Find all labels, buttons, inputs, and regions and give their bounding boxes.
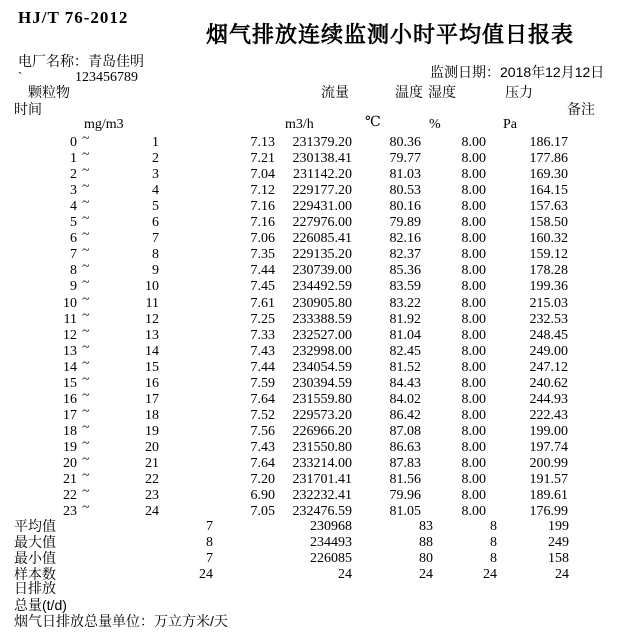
pressure-value-cell: 232.53 (529, 311, 568, 327)
pm-value-cell: 7.13 (250, 135, 275, 150)
pressure-value-cell: 186.17 (529, 135, 568, 150)
hour-start-cell: 1 (70, 151, 77, 167)
temp-summary-cell: 88 (419, 535, 433, 551)
tilde-separator: ~ (82, 419, 90, 435)
flow-value-cell: 230138.41 (292, 151, 352, 167)
tilde-separator: ~ (82, 355, 90, 371)
daily-emission-label: 日排放 (14, 580, 56, 596)
flow-value-cell: 230394.59 (292, 375, 352, 391)
humidity-summary-cell: 8 (490, 519, 497, 534)
humidity-value-cell: 8.00 (461, 359, 486, 375)
monitor-date-label: 监测日期： (430, 64, 500, 80)
pressure-summary-cell: 199 (548, 519, 569, 534)
hour-start-cell: 5 (70, 215, 77, 231)
flow-value-cell: 233388.59 (292, 311, 352, 327)
sample-count-row (0, 567, 643, 583)
pressure-value-cell: 169.30 (529, 167, 568, 183)
summary-label: 最大值 (14, 534, 56, 551)
humidity-value-cell: 8.00 (461, 504, 486, 520)
summary-label: 平均值 (14, 518, 56, 534)
temp-value-cell: 79.89 (389, 215, 421, 231)
pressure-value-cell: 249.00 (529, 343, 568, 359)
humidity-value-cell: 8.00 (461, 375, 486, 391)
hour-start-cell: 12 (63, 327, 77, 343)
flow-value-cell: 229573.20 (292, 407, 352, 423)
flow-value-cell: 229177.20 (292, 183, 352, 199)
flow-value-cell: 230905.80 (292, 295, 352, 311)
temp-value-cell: 86.42 (389, 407, 421, 423)
flow-value-cell: 226085.41 (292, 231, 352, 247)
tilde-separator: ~ (82, 259, 90, 275)
monitor-date-value: 2018年12月12日 (500, 64, 605, 80)
hour-start-cell: 19 (63, 439, 77, 455)
temp-value-cell: 81.04 (389, 327, 421, 343)
unit-temp: ℃ (365, 115, 381, 130)
total-label: 总量(t/d) (14, 597, 67, 613)
humidity-value-cell: 8.00 (461, 231, 486, 247)
humidity-value-cell: 8.00 (461, 327, 486, 343)
flow-value-cell: 226966.20 (292, 423, 352, 439)
tilde-separator: ~ (82, 307, 90, 323)
hour-end-cell: 21 (145, 456, 159, 471)
pm-value-cell: 7.43 (250, 439, 275, 455)
plant-code: 123456789 (75, 70, 138, 85)
pressure-value-cell: 177.86 (529, 151, 568, 167)
minimum-row (0, 551, 643, 567)
tilde-separator: ~ (82, 179, 90, 195)
pressure-summary-cell: 24 (555, 567, 569, 583)
table-row (0, 500, 643, 520)
humidity-summary-cell: 24 (483, 567, 497, 583)
hour-end-cell: 23 (145, 488, 159, 504)
hour-start-cell: 22 (63, 488, 77, 504)
pressure-value-cell: 247.12 (529, 359, 568, 375)
tilde-separator: ~ (82, 195, 90, 211)
hour-end-cell: 1 (152, 135, 159, 150)
hour-end-cell: 13 (145, 327, 159, 343)
hour-end-cell: 18 (145, 407, 159, 423)
temp-value-cell: 87.83 (389, 456, 421, 471)
flow-value-cell: 229135.20 (292, 247, 352, 263)
tilde-separator: ~ (82, 163, 90, 179)
flow-value-cell: 233214.00 (292, 456, 352, 471)
flow-value-cell: 234054.59 (292, 359, 352, 375)
temp-value-cell: 83.59 (389, 279, 421, 295)
hour-end-cell: 19 (145, 423, 159, 439)
hour-start-cell: 4 (70, 199, 77, 215)
pm-value-cell: 7.33 (250, 327, 275, 343)
temp-value-cell: 80.16 (389, 199, 421, 215)
hour-start-cell: 16 (63, 391, 77, 407)
temp-summary-cell: 83 (419, 519, 433, 534)
pressure-summary-cell: 249 (548, 535, 569, 551)
hour-start-cell: 20 (63, 456, 77, 471)
temp-value-cell: 80.36 (389, 135, 421, 150)
pm-value-cell: 7.20 (250, 472, 275, 488)
temp-value-cell: 79.77 (389, 151, 421, 167)
hour-start-cell: 14 (63, 359, 77, 375)
plant-name-line (18, 53, 144, 69)
column-header-time: 时间 (14, 101, 42, 117)
unit-pm: mg/m3 (84, 117, 124, 132)
hour-start-cell: 7 (70, 247, 77, 263)
column-header-temp: 温度 (395, 84, 423, 100)
humidity-value-cell: 8.00 (461, 263, 486, 279)
hour-start-cell: 6 (70, 231, 77, 247)
humidity-value-cell: 8.00 (461, 279, 486, 295)
pm-value-cell: 7.35 (250, 247, 275, 263)
hour-start-cell: 3 (70, 183, 77, 199)
column-header-flow: 流量 (321, 84, 349, 100)
maximum-row (0, 535, 643, 551)
flow-value-cell: 227976.00 (292, 215, 352, 231)
pressure-value-cell: 189.61 (529, 488, 568, 504)
hour-start-cell: 2 (70, 167, 77, 183)
tilde-separator: ~ (82, 371, 90, 387)
temp-value-cell: 80.53 (389, 183, 421, 199)
humidity-value-cell: 8.00 (461, 488, 486, 504)
hour-end-cell: 15 (145, 359, 159, 375)
flow-summary-cell: 234493 (310, 535, 352, 551)
pressure-value-cell: 240.62 (529, 375, 568, 391)
flow-value-cell: 231559.80 (292, 391, 352, 407)
tilde-separator: ~ (82, 500, 90, 516)
pm-value-cell: 7.64 (250, 456, 275, 471)
flow-value-cell: 232527.00 (292, 327, 352, 343)
hour-start-cell: 15 (63, 375, 77, 391)
pm-value-cell: 7.56 (250, 423, 275, 439)
hour-start-cell: 0 (70, 135, 77, 150)
temp-value-cell: 82.37 (389, 247, 421, 263)
tilde-separator: ~ (82, 452, 90, 467)
pressure-value-cell: 176.99 (529, 504, 568, 520)
flow-value-cell: 234492.59 (292, 279, 352, 295)
pm-value-cell: 7.06 (250, 231, 275, 247)
hour-start-cell: 13 (63, 343, 77, 359)
hour-end-cell: 10 (145, 279, 159, 295)
pm-value-cell: 7.16 (250, 215, 275, 231)
unit-pressure: Pa (503, 117, 517, 132)
hour-end-cell: 12 (145, 311, 159, 327)
flow-value-cell: 231701.41 (292, 472, 352, 488)
pm-value-cell: 6.90 (250, 488, 275, 504)
hour-start-cell: 23 (63, 504, 77, 520)
hour-start-cell: 17 (63, 407, 77, 423)
hour-end-cell: 11 (145, 295, 159, 311)
flow-value-cell: 231142.20 (293, 167, 352, 183)
pm-value-cell: 7.45 (250, 279, 275, 295)
hour-end-cell: 17 (145, 391, 159, 407)
pressure-value-cell: 222.43 (529, 407, 568, 423)
humidity-value-cell: 8.00 (461, 311, 486, 327)
humidity-value-cell: 8.00 (461, 423, 486, 439)
temp-value-cell: 85.36 (389, 263, 421, 279)
humidity-value-cell: 8.00 (461, 167, 486, 183)
flow-summary-cell: 230968 (310, 519, 352, 534)
tilde-separator: ~ (82, 227, 90, 243)
temp-value-cell: 81.92 (389, 311, 421, 327)
pm-value-cell: 7.61 (250, 295, 275, 311)
hour-end-cell: 2 (152, 151, 159, 167)
hour-end-cell: 4 (152, 183, 159, 199)
temp-value-cell: 81.56 (389, 472, 421, 488)
pressure-value-cell: 215.03 (529, 295, 568, 311)
flow-value-cell: 231550.80 (292, 439, 352, 455)
pressure-value-cell: 199.36 (529, 279, 568, 295)
temp-value-cell: 82.45 (389, 343, 421, 359)
temp-summary-cell: 80 (419, 551, 433, 567)
pressure-summary-cell: 158 (548, 551, 569, 567)
temp-value-cell: 81.52 (389, 359, 421, 375)
plant-name-label: 电厂名称： (18, 53, 88, 69)
pm-value-cell: 7.25 (250, 311, 275, 327)
flow-value-cell: 232998.00 (292, 343, 352, 359)
pressure-value-cell: 178.28 (529, 263, 568, 279)
standard-code: HJ/T 76-2012 (18, 8, 129, 27)
humidity-value-cell: 8.00 (461, 407, 486, 423)
pm-value-cell: 7.04 (250, 167, 275, 183)
temp-value-cell: 87.08 (389, 423, 421, 439)
unit-flow: m3/h (285, 117, 314, 132)
pm-summary-cell: 24 (199, 567, 213, 583)
tilde-separator: ~ (82, 387, 90, 403)
pm-value-cell: 7.05 (250, 504, 275, 520)
tilde-separator: ~ (82, 339, 90, 355)
humidity-value-cell: 8.00 (461, 472, 486, 488)
pressure-value-cell: 200.99 (529, 456, 568, 471)
unit-note: 烟气日排放总量单位：万立方米/天 (14, 613, 228, 629)
hour-end-cell: 3 (152, 167, 159, 183)
temp-value-cell: 84.43 (389, 375, 421, 391)
hour-end-cell: 20 (145, 439, 159, 455)
temp-value-cell: 86.63 (389, 439, 421, 455)
tilde-separator: ~ (82, 323, 90, 339)
plant-name-value: 青岛佳明 (88, 53, 144, 69)
tilde-separator: ~ (82, 291, 90, 307)
hour-end-cell: 5 (152, 199, 159, 215)
humidity-summary-cell: 8 (490, 535, 497, 551)
pm-value-cell: 7.52 (250, 407, 275, 423)
average-row (0, 519, 643, 535)
pm-summary-cell: 8 (206, 535, 213, 551)
tilde-separator: ~ (82, 147, 90, 163)
temp-value-cell: 81.03 (389, 167, 421, 183)
tilde-separator: ~ (82, 468, 90, 484)
humidity-value-cell: 8.00 (461, 439, 486, 455)
temp-summary-cell: 24 (419, 567, 433, 583)
summary-label: 最小值 (14, 550, 56, 567)
tilde-separator: ~ (82, 403, 90, 419)
hour-end-cell: 22 (145, 472, 159, 488)
column-header-humidity: 湿度 (428, 84, 456, 100)
pressure-value-cell: 248.45 (529, 327, 568, 343)
tilde-separator: ~ (82, 484, 90, 500)
pressure-value-cell: 158.50 (529, 215, 568, 231)
temp-value-cell: 83.22 (389, 295, 421, 311)
pressure-value-cell: 199.00 (529, 423, 568, 439)
humidity-value-cell: 8.00 (461, 343, 486, 359)
pressure-value-cell: 159.12 (529, 247, 568, 263)
flow-value-cell: 232232.41 (292, 488, 352, 504)
tilde-separator: ~ (82, 211, 90, 227)
pressure-value-cell: 160.32 (529, 231, 568, 247)
humidity-value-cell: 8.00 (461, 183, 486, 199)
pm-value-cell: 7.44 (250, 263, 275, 279)
hour-start-cell: 9 (70, 279, 77, 295)
tilde-separator: ~ (82, 275, 90, 291)
flow-value-cell: 230739.00 (292, 263, 352, 279)
humidity-value-cell: 8.00 (461, 151, 486, 167)
hour-end-cell: 14 (145, 343, 159, 359)
summary-label: 样本数 (14, 566, 56, 583)
hour-start-cell: 11 (63, 311, 77, 327)
pm-value-cell: 7.59 (250, 375, 275, 391)
humidity-summary-cell: 8 (490, 551, 497, 567)
hour-end-cell: 8 (152, 247, 159, 263)
temp-value-cell: 81.05 (389, 504, 421, 520)
pm-value-cell: 7.12 (250, 183, 275, 199)
temp-value-cell: 79.96 (389, 488, 421, 504)
pm-value-cell: 7.43 (250, 343, 275, 359)
column-header-pm: 颗粒物 (28, 84, 70, 100)
hour-start-cell: 21 (63, 472, 77, 488)
hour-end-cell: 24 (145, 504, 159, 520)
humidity-value-cell: 8.00 (461, 295, 486, 311)
hour-start-cell: 10 (63, 295, 77, 311)
humidity-value-cell: 8.00 (461, 199, 486, 215)
temp-value-cell: 84.02 (389, 391, 421, 407)
monitor-date-line (430, 64, 604, 80)
tilde-separator: ~ (82, 435, 90, 451)
tilde-separator: ~ (82, 243, 90, 259)
humidity-value-cell: 8.00 (461, 215, 486, 231)
temp-value-cell: 82.16 (389, 231, 421, 247)
pm-value-cell: 7.64 (250, 391, 275, 407)
report-title: 烟气排放连续监测小时平均值日报表 (205, 22, 574, 47)
pressure-value-cell: 191.57 (529, 472, 568, 488)
hour-end-cell: 6 (152, 215, 159, 231)
hour-end-cell: 16 (145, 375, 159, 391)
pressure-value-cell: 164.15 (529, 183, 568, 199)
pressure-value-cell: 197.74 (529, 439, 568, 455)
pressure-value-cell: 157.63 (529, 199, 568, 215)
humidity-value-cell: 8.00 (461, 391, 486, 407)
humidity-value-cell: 8.00 (461, 247, 486, 263)
pm-summary-cell: 7 (206, 551, 213, 567)
tick-mark: ` (18, 69, 23, 84)
hour-end-cell: 9 (152, 263, 159, 279)
hour-start-cell: 8 (70, 263, 77, 279)
pm-value-cell: 7.44 (250, 359, 275, 375)
pressure-value-cell: 244.93 (529, 391, 568, 407)
tilde-separator: ~ (82, 131, 90, 146)
humidity-value-cell: 8.00 (461, 135, 486, 150)
hour-end-cell: 7 (152, 231, 159, 247)
pm-summary-cell: 7 (206, 519, 213, 534)
pm-value-cell: 7.21 (250, 151, 275, 167)
flow-value-cell: 232476.59 (292, 504, 352, 520)
flow-value-cell: 229431.00 (292, 199, 352, 215)
column-header-pressure: 压力 (505, 84, 533, 100)
flow-summary-cell: 226085 (310, 551, 352, 567)
flow-summary-cell: 24 (338, 567, 352, 583)
humidity-value-cell: 8.00 (461, 456, 486, 471)
unit-humidity: % (429, 117, 441, 132)
flow-value-cell: 231379.20 (292, 135, 352, 150)
column-header-remark: 备注 (567, 101, 595, 117)
hour-start-cell: 18 (63, 423, 77, 439)
pm-value-cell: 7.16 (250, 199, 275, 215)
